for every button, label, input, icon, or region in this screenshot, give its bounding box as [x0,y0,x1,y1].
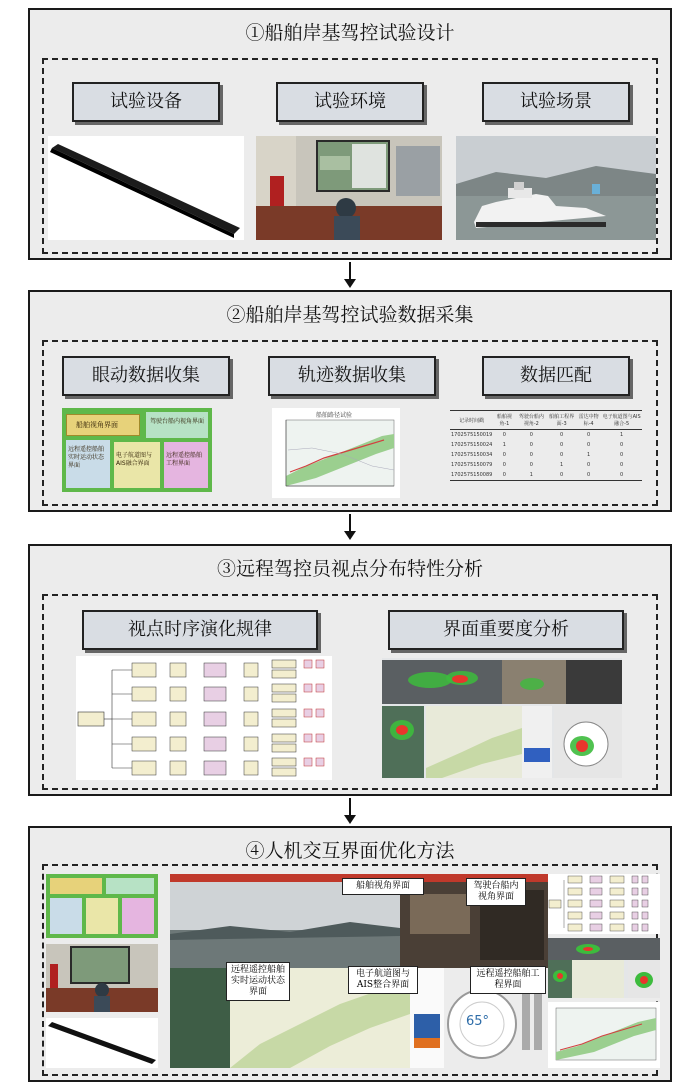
table-cell: 0 [620,452,624,458]
stage-2-panel [28,290,672,512]
stage-3-panel [28,544,672,796]
callout-engineering: 远程遥控船舶工程界面 [470,966,546,994]
table-cell: 0 [502,452,506,458]
thumb-eye-montage [46,874,158,938]
table-row [450,460,642,470]
match-data-table [450,410,642,494]
eye-label-motion: 远程遥控船舶实时运动状态界面 [68,446,105,469]
thumb-control-room [46,944,158,1012]
table-cell: 0 [587,432,591,438]
gaze-evolution-button[interactable]: 视点时序演化规律 [82,610,318,650]
table-cell: 0 [587,442,591,448]
table-cell: 1702575150089 [451,472,493,478]
table-cell: 0 [502,462,506,468]
scenario-button[interactable]: 试验场景 [482,82,630,122]
table-cell: 1 [620,432,624,438]
trajectory-title: 船舶路径试验 [316,412,353,419]
eye-tracker-photo [48,136,244,240]
interface-heatmap [382,658,622,778]
environment-button[interactable]: 试验环境 [276,82,424,122]
callout-bridge-view: 驾驶台船内视角界面 [466,878,526,906]
transition-tree-diagram [76,656,332,780]
table-row [450,450,642,460]
table-cell: 0 [560,452,564,458]
table-row [450,440,642,450]
table-header-cell: 雷达中物标-4 [576,411,601,430]
trajectory-data-button[interactable]: 轨迹数据收集 [268,356,436,396]
table-header-cell: 船舶视角-1 [493,411,515,430]
stage-2-title: ②船舶岸基驾控试验数据采集 [226,304,474,326]
table-cell: 1702575150079 [451,462,493,468]
ship-scene-photo [456,136,656,240]
trajectory-plot [272,408,400,498]
table-cell: 1702575150019 [451,432,493,438]
arrow-3-to-4 [346,798,354,824]
table-cell: 1702575150034 [451,452,493,458]
callout-motion-status: 远程遥控船舶实时运动状态界面 [226,962,290,1001]
table-cell: 0 [529,462,533,468]
table-header-cell: 电子航道图与AIS融合-5 [601,411,642,430]
table-cell: 0 [560,442,564,448]
table-cell: 0 [502,472,506,478]
table-cell: 0 [529,452,533,458]
stage-1-panel [28,8,672,260]
data-match-button[interactable]: 数据匹配 [482,356,630,396]
table-cell: 0 [529,432,533,438]
table-cell: 0 [620,462,624,468]
table-header-cell: 驾驶台船内视角-2 [515,411,547,430]
table-cell: 1 [529,472,533,478]
stage-4-panel [28,826,672,1082]
thumb-trajectory [548,1002,660,1068]
control-room-photo [256,136,442,240]
interface-importance-button[interactable]: 界面重要度分析 [388,610,624,650]
table-cell: 0 [560,472,564,478]
eye-data-button[interactable]: 眼动数据收集 [62,356,230,396]
eye-label-ecdis-ais: 电子航道图与AIS融合界面 [116,452,153,467]
arrow-2-to-3 [346,514,354,540]
table-header-cell: 记录时间戳 [450,411,493,430]
arrow-1-to-2 [346,262,354,288]
stage-4-title: ④人机交互界面优化方法 [245,840,455,862]
table-cell: 0 [620,442,624,448]
stage-3-title: ③远程驾控员视点分布特性分析 [216,558,483,580]
thumb-eye-tracker [46,1018,158,1068]
compass-readout: 65° [466,1014,490,1029]
table-cell: 1 [560,462,564,468]
stage-1-title: ①船舶岸基驾控试验设计 [245,22,455,44]
table-cell: 0 [502,432,506,438]
table-cell: 1702575150024 [451,442,493,448]
table-header-row [450,411,642,430]
equipment-button[interactable]: 试验设备 [72,82,220,122]
thumb-heatmap [548,938,660,998]
table-cell: 0 [560,432,564,438]
table-cell: 0 [587,462,591,468]
eye-gaze-montage [62,408,212,492]
eye-label-engineering: 远程遥控船舶工程界面 [166,452,203,467]
thumb-transition-tree [548,874,660,934]
table-cell: 0 [587,472,591,478]
eye-label-ship-view: 船舶视角界面 [76,421,118,429]
table-header-cell: 船舶工程界面-3 [547,411,576,430]
callout-ecdis-ais: 电子航道图与AIS整合界面 [348,966,418,994]
eye-label-bridge-view: 驾驶台船内视角界面 [150,418,205,425]
table-row [450,470,642,481]
table-cell: 1 [587,452,591,458]
table-cell: 1 [502,442,506,448]
callout-ship-view: 船舶视角界面 [342,878,424,895]
table-cell: 0 [529,442,533,448]
table-row [450,430,642,441]
table-cell: 0 [620,472,624,478]
